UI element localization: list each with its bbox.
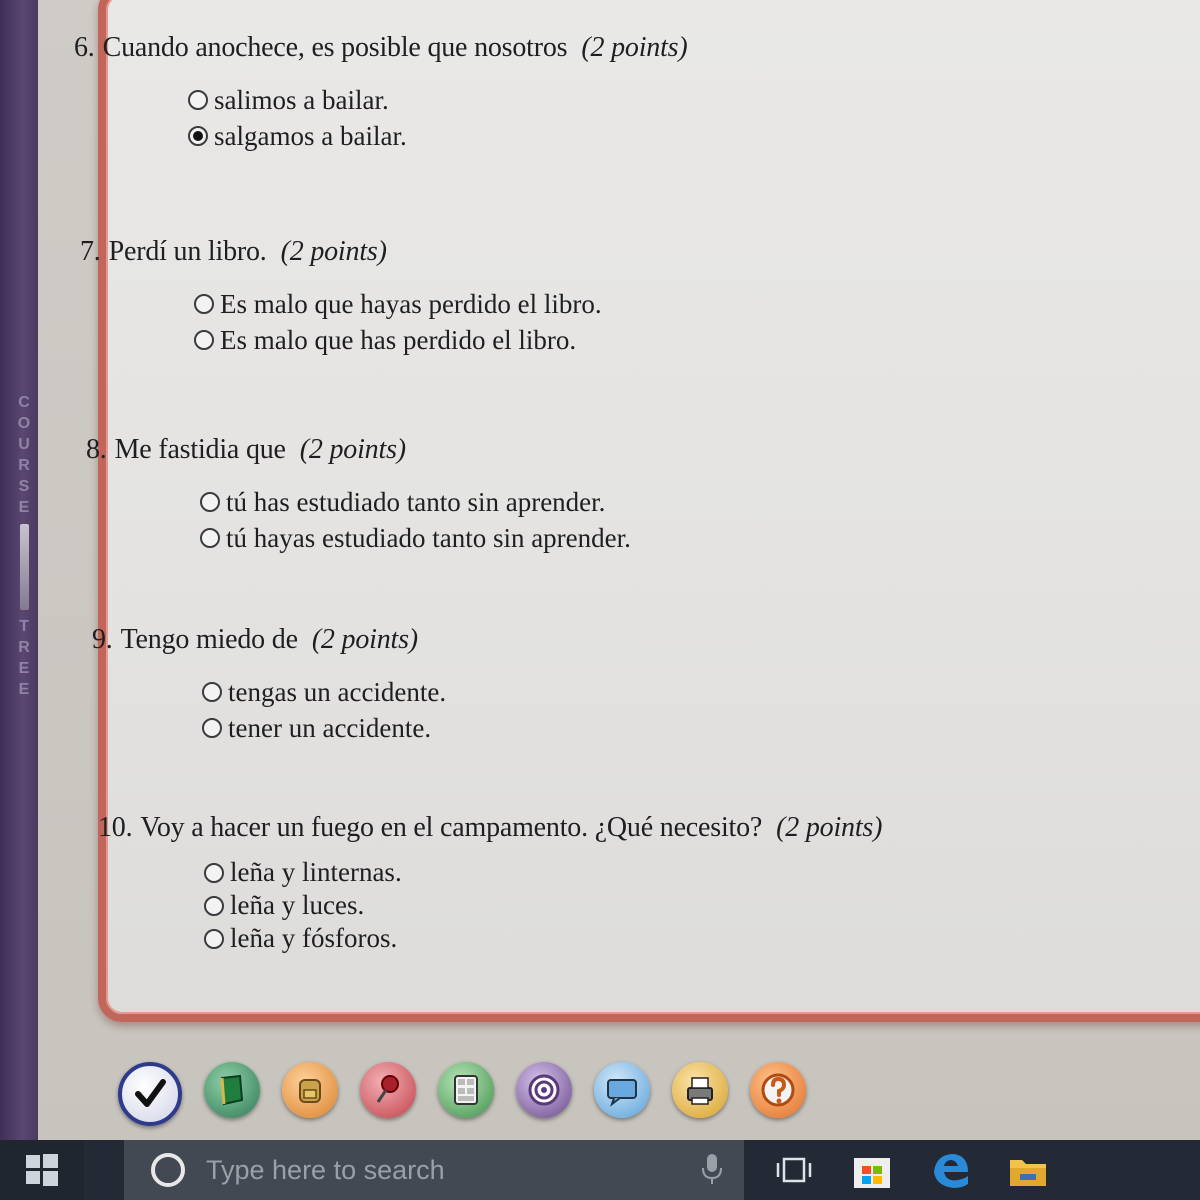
answer-option[interactable]	[204, 922, 882, 955]
question-prompt	[80, 236, 602, 268]
rail-letter: S	[18, 478, 30, 495]
question-7	[80, 236, 602, 358]
question-text: Cuando anochece, es posible que nosotros	[102, 32, 568, 63]
radio-button-selected[interactable]	[188, 126, 208, 146]
cortana-icon[interactable]	[148, 1150, 188, 1190]
option-label: tú hayas estudiado tanto sin aprender.	[226, 523, 631, 553]
question-prompt	[86, 434, 631, 466]
pushpin-icon[interactable]	[360, 1062, 416, 1118]
answer-options	[188, 82, 688, 154]
question-number: 10.	[98, 812, 133, 843]
search-placeholder: Type here to search	[206, 1154, 445, 1185]
course-tree-sidebar[interactable]	[0, 0, 38, 1140]
question-10	[98, 812, 882, 955]
answer-options	[200, 484, 631, 556]
question-6	[74, 32, 688, 154]
taskbar	[0, 1140, 1200, 1200]
question-points: (2 points)	[299, 434, 406, 465]
option-label: leña y fósforos.	[230, 923, 398, 953]
option-label: Es malo que has perdido el libro.	[220, 325, 577, 355]
answer-options	[194, 286, 602, 358]
option-label: salgamos a bailar.	[214, 121, 407, 151]
answer-option[interactable]	[200, 520, 631, 556]
backpack-icon[interactable]	[282, 1062, 338, 1118]
question-9	[92, 624, 446, 746]
question-number: 9.	[92, 624, 113, 655]
option-label: leña y luces.	[230, 890, 365, 920]
question-text: Tengo miedo de	[120, 624, 298, 655]
help-icon[interactable]	[750, 1062, 806, 1118]
radio-button[interactable]	[204, 929, 224, 949]
book-icon[interactable]	[204, 1062, 260, 1118]
radio-button[interactable]	[200, 528, 220, 548]
checkmark-icon[interactable]	[118, 1062, 182, 1126]
question-text: Me fastidia que	[114, 434, 286, 465]
radio-button[interactable]	[202, 682, 222, 702]
question-number: 7.	[80, 236, 101, 267]
option-label: salimos a bailar.	[214, 85, 389, 115]
question-points: (2 points)	[280, 236, 387, 267]
answer-option[interactable]	[194, 286, 602, 322]
question-text: Perdí un libro.	[108, 236, 267, 267]
store-icon[interactable]	[844, 1140, 900, 1200]
taskbar-search[interactable]	[124, 1140, 744, 1200]
windows-start-icon[interactable]	[0, 1140, 84, 1200]
radio-button[interactable]	[194, 330, 214, 350]
answer-options	[204, 856, 882, 955]
question-number: 8.	[86, 434, 107, 465]
file-explorer-icon[interactable]	[1000, 1140, 1056, 1200]
question-prompt	[92, 624, 446, 656]
option-label: tener un accidente.	[228, 713, 432, 743]
question-points: (2 points)	[581, 32, 688, 63]
answer-option[interactable]	[204, 856, 882, 889]
content-frame	[38, 0, 1200, 1140]
answer-option[interactable]	[188, 82, 688, 118]
course-tree-label	[14, 392, 34, 700]
answer-option[interactable]	[202, 710, 446, 746]
tool-bar	[118, 1062, 828, 1122]
answer-options	[202, 674, 446, 746]
radio-button[interactable]	[188, 90, 208, 110]
answer-option[interactable]	[202, 674, 446, 710]
sidebar-toggle-handle[interactable]	[20, 524, 29, 610]
radio-button[interactable]	[204, 863, 224, 883]
answer-option[interactable]	[200, 484, 631, 520]
radio-button[interactable]	[200, 492, 220, 512]
calculator-icon[interactable]	[438, 1062, 494, 1118]
question-prompt	[98, 812, 882, 844]
radio-button[interactable]	[194, 294, 214, 314]
option-label: tengas un accidente.	[228, 677, 447, 707]
option-label: tú has estudiado tanto sin aprender.	[226, 487, 606, 517]
rail-letter: U	[18, 436, 30, 453]
task-view-icon[interactable]	[766, 1140, 822, 1200]
rail-letter: E	[18, 660, 30, 677]
answer-option[interactable]	[194, 322, 602, 358]
rail-letter: R	[18, 457, 30, 474]
option-label: leña y linternas.	[230, 857, 402, 887]
answer-option[interactable]	[204, 889, 882, 922]
rail-letter: C	[18, 394, 30, 411]
message-icon[interactable]	[594, 1062, 650, 1118]
target-icon[interactable]	[516, 1062, 572, 1118]
radio-button[interactable]	[204, 896, 224, 916]
rail-letter: E	[18, 499, 30, 516]
question-points: (2 points)	[776, 812, 883, 843]
microphone-icon[interactable]	[700, 1152, 724, 1188]
question-prompt	[74, 32, 688, 64]
question-number: 6.	[74, 32, 95, 63]
edge-browser-icon[interactable]	[922, 1140, 978, 1200]
rail-letter: E	[18, 681, 30, 698]
printer-icon[interactable]	[672, 1062, 728, 1118]
question-8	[86, 434, 631, 556]
rail-letter: O	[17, 415, 31, 432]
option-label: Es malo que hayas perdido el libro.	[220, 289, 602, 319]
question-text: Voy a hacer un fuego en el campamento. ¿Qué necesito?	[140, 812, 763, 843]
answer-option[interactable]	[188, 118, 688, 154]
radio-button[interactable]	[202, 718, 222, 738]
rail-letter: R	[18, 639, 30, 656]
rail-letter: T	[19, 618, 29, 635]
question-points: (2 points)	[311, 624, 418, 655]
